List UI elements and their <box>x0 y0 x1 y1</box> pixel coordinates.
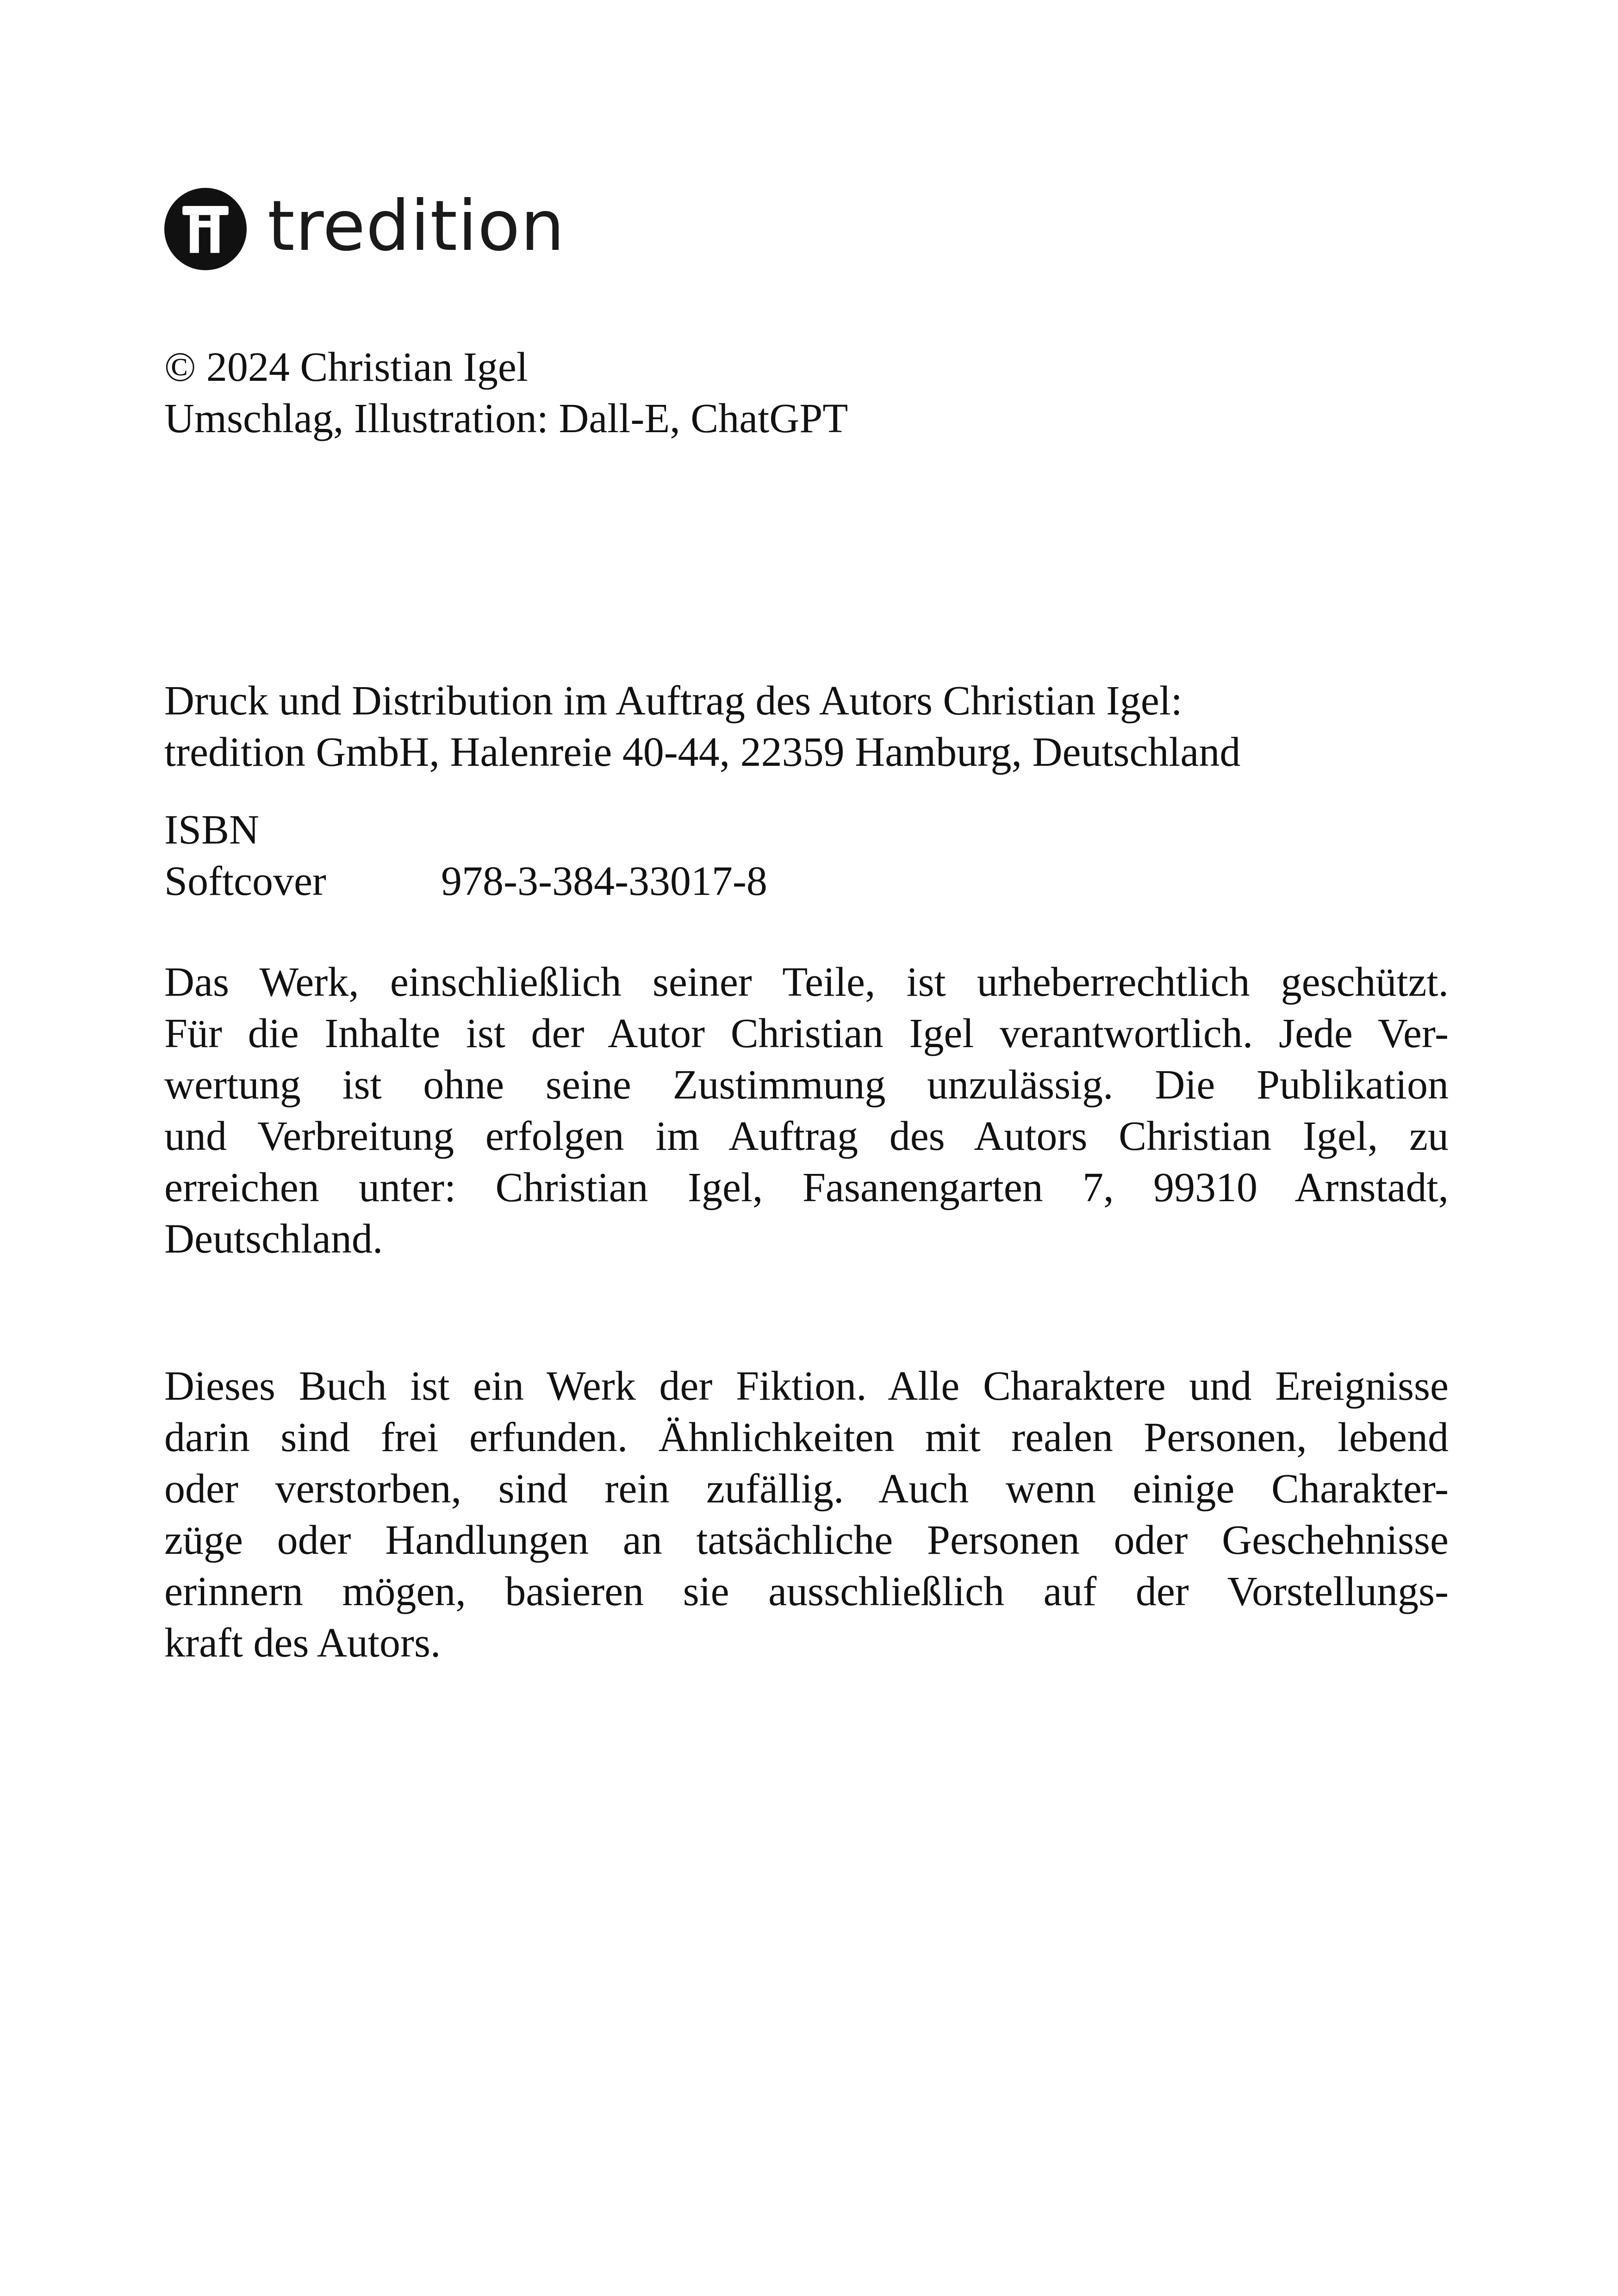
legal-notice-paragraph <box>164 956 1449 1265</box>
disclaimer-line: kraft des Autors. <box>164 1620 441 1666</box>
isbn-block <box>164 804 1449 907</box>
distribution-block <box>164 675 1449 778</box>
disclaimer-line: oder verstorben, sind rein zufällig. Auch wenn einige Charakter- <box>164 1466 1449 1512</box>
copyright-line: © 2024 Christian Igel <box>164 344 528 390</box>
publisher-logo <box>164 187 565 271</box>
cover-credit-line: Umschlag, Illustration: Dall-E, ChatGPT <box>164 396 848 441</box>
publisher-address-line: tredition GmbH, Halenreie 40-44, 22359 Hamburg, Deutschland <box>164 729 1241 775</box>
legal-notice-line: Für die Inhalte ist der Autor Christian Igel verantwortlich. Jede Ver- <box>164 1011 1449 1056</box>
isbn-format-label: Softcover <box>164 858 326 904</box>
legal-notice-line: Das Werk, einschließlich seiner Teile, ist urheberrechtlich geschützt. <box>164 959 1449 1005</box>
isbn-row <box>164 856 1449 907</box>
fiction-disclaimer-paragraph <box>164 1360 1449 1669</box>
disclaimer-line: erinnern mögen, basieren sie ausschließlich auf der Vorstellungs- <box>164 1569 1449 1614</box>
disclaimer-line: züge oder Handlungen an tatsächliche Personen oder Geschehnisse <box>164 1517 1449 1563</box>
legal-notice-line: wertung ist ohne seine Zustimmung unzulässig. Die Publikation <box>164 1062 1449 1108</box>
legal-notice-line: erreichen unter: Christian Igel, Fasanengarten 7, 99310 Arnstadt, <box>164 1165 1449 1210</box>
publisher-wordmark: tredition <box>268 186 565 267</box>
legal-notice-line: und Verbreitung erfolgen im Auftrag des Autors Christian Igel, zu <box>164 1113 1449 1159</box>
distribution-line: Druck und Distribution im Auftrag des Autors Christian Igel: <box>164 678 1182 724</box>
isbn-heading: ISBN <box>164 807 260 853</box>
isbn-number: 978-3-384-33017-8 <box>441 858 767 904</box>
copyright-block <box>164 341 1449 444</box>
legal-notice-line: Deutschland. <box>164 1216 383 1262</box>
disclaimer-line: darin sind frei erfunden. Ähnlichkeiten mit realen Personen, lebend <box>164 1415 1449 1460</box>
tredition-logo-icon <box>164 188 247 270</box>
disclaimer-line: Dieses Buch ist ein Werk der Fiktion. Alle Charaktere und Ereignisse <box>164 1363 1449 1409</box>
